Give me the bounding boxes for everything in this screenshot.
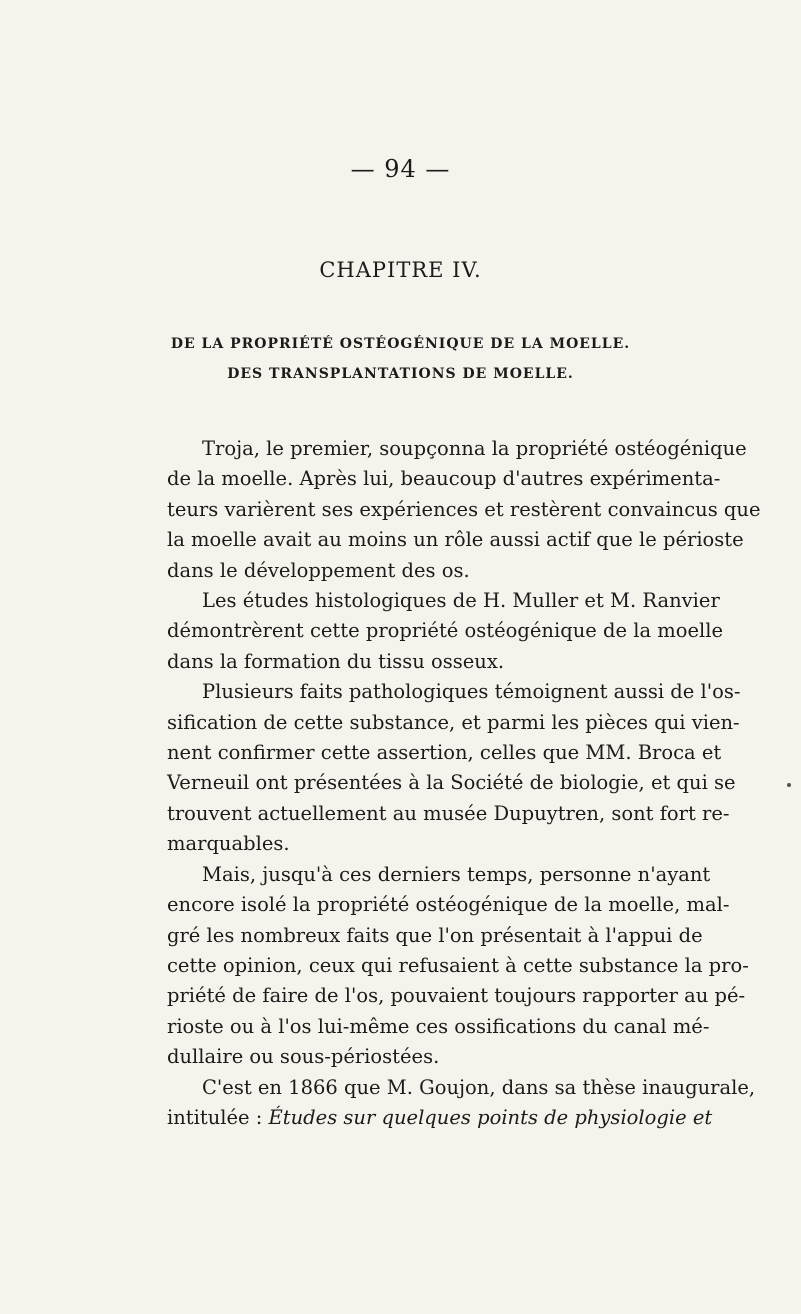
text-line: dullaire ou sous-périostées. <box>167 1045 440 1069</box>
text-line: Les études histologiques de H. Muller et M. Ranvier <box>202 589 720 613</box>
text-line: Mais, jusqu'à ces derniers temps, personne n'ayant <box>202 862 711 886</box>
text-line: dans la formation du tissu osseux. <box>167 649 505 673</box>
text-line-start: intitulée : <box>167 1105 269 1129</box>
text-line: gré les nombreux faits que l'on présentait à l'appui de <box>167 923 703 947</box>
text-line: Plusieurs faits pathologiques témoignent aussi de l'os- <box>202 680 741 704</box>
chapter-subtitle-line-2: DES TRANSPLANTATIONS DE MOELLE. <box>227 366 574 382</box>
text-line: marquables. <box>167 832 290 856</box>
text-line: priété de faire de l'os, pouvaient toujours rapporter au pé- <box>167 984 746 1008</box>
body-text <box>167 434 761 1133</box>
text-line: démontrèrent cette propriété ostéogénique de la moelle <box>167 619 724 643</box>
book-title-italic: Études sur quelques points de physiologie et <box>268 1105 713 1129</box>
text-line: Troja, le premier, soupçonna la propriété ostéogénique <box>202 437 747 460</box>
text-line-last <box>167 1103 713 1133</box>
text-line: trouvent actuellement au musée Dupuytren, sont fort re- <box>167 801 730 825</box>
text-line: teurs varièrent ses expériences et restèrent convaincus que <box>167 497 761 521</box>
text-line: nent confirmer cette assertion, celles que MM. Broca et <box>167 741 722 765</box>
chapter-title: CHAPITRE IV. <box>319 258 482 282</box>
text-line: Verneuil ont présentées à la Société de biologie, et qui se <box>167 771 736 795</box>
text-line: dans le développement des os. <box>167 558 470 582</box>
page-number: — 94 — <box>350 155 451 183</box>
text-line: cette opinion, ceux qui refusaient à cette substance la pro- <box>167 953 749 977</box>
text-line: C'est en 1866 que M. Goujon, dans sa thèse inaugurale, <box>202 1075 756 1099</box>
chapter-subtitle-line-1: DE LA PROPRIÉTÉ OSTÉOGÉNIQUE DE LA MOELLE. <box>170 336 631 352</box>
margin-speck <box>787 783 791 787</box>
text-line: de la moelle. Après lui, beaucoup d'autres expérimenta- <box>167 467 721 491</box>
text-line: encore isolé la propriété ostéogénique de la moelle, mal- <box>167 893 730 917</box>
text-line: sification de cette substance, et parmi les pièces qui vien- <box>167 710 740 734</box>
text-line: rioste ou à l'os lui-même ces ossifications du canal mé- <box>167 1014 710 1038</box>
text-line: la moelle avait au moins un rôle aussi actif que le périoste <box>167 528 744 552</box>
